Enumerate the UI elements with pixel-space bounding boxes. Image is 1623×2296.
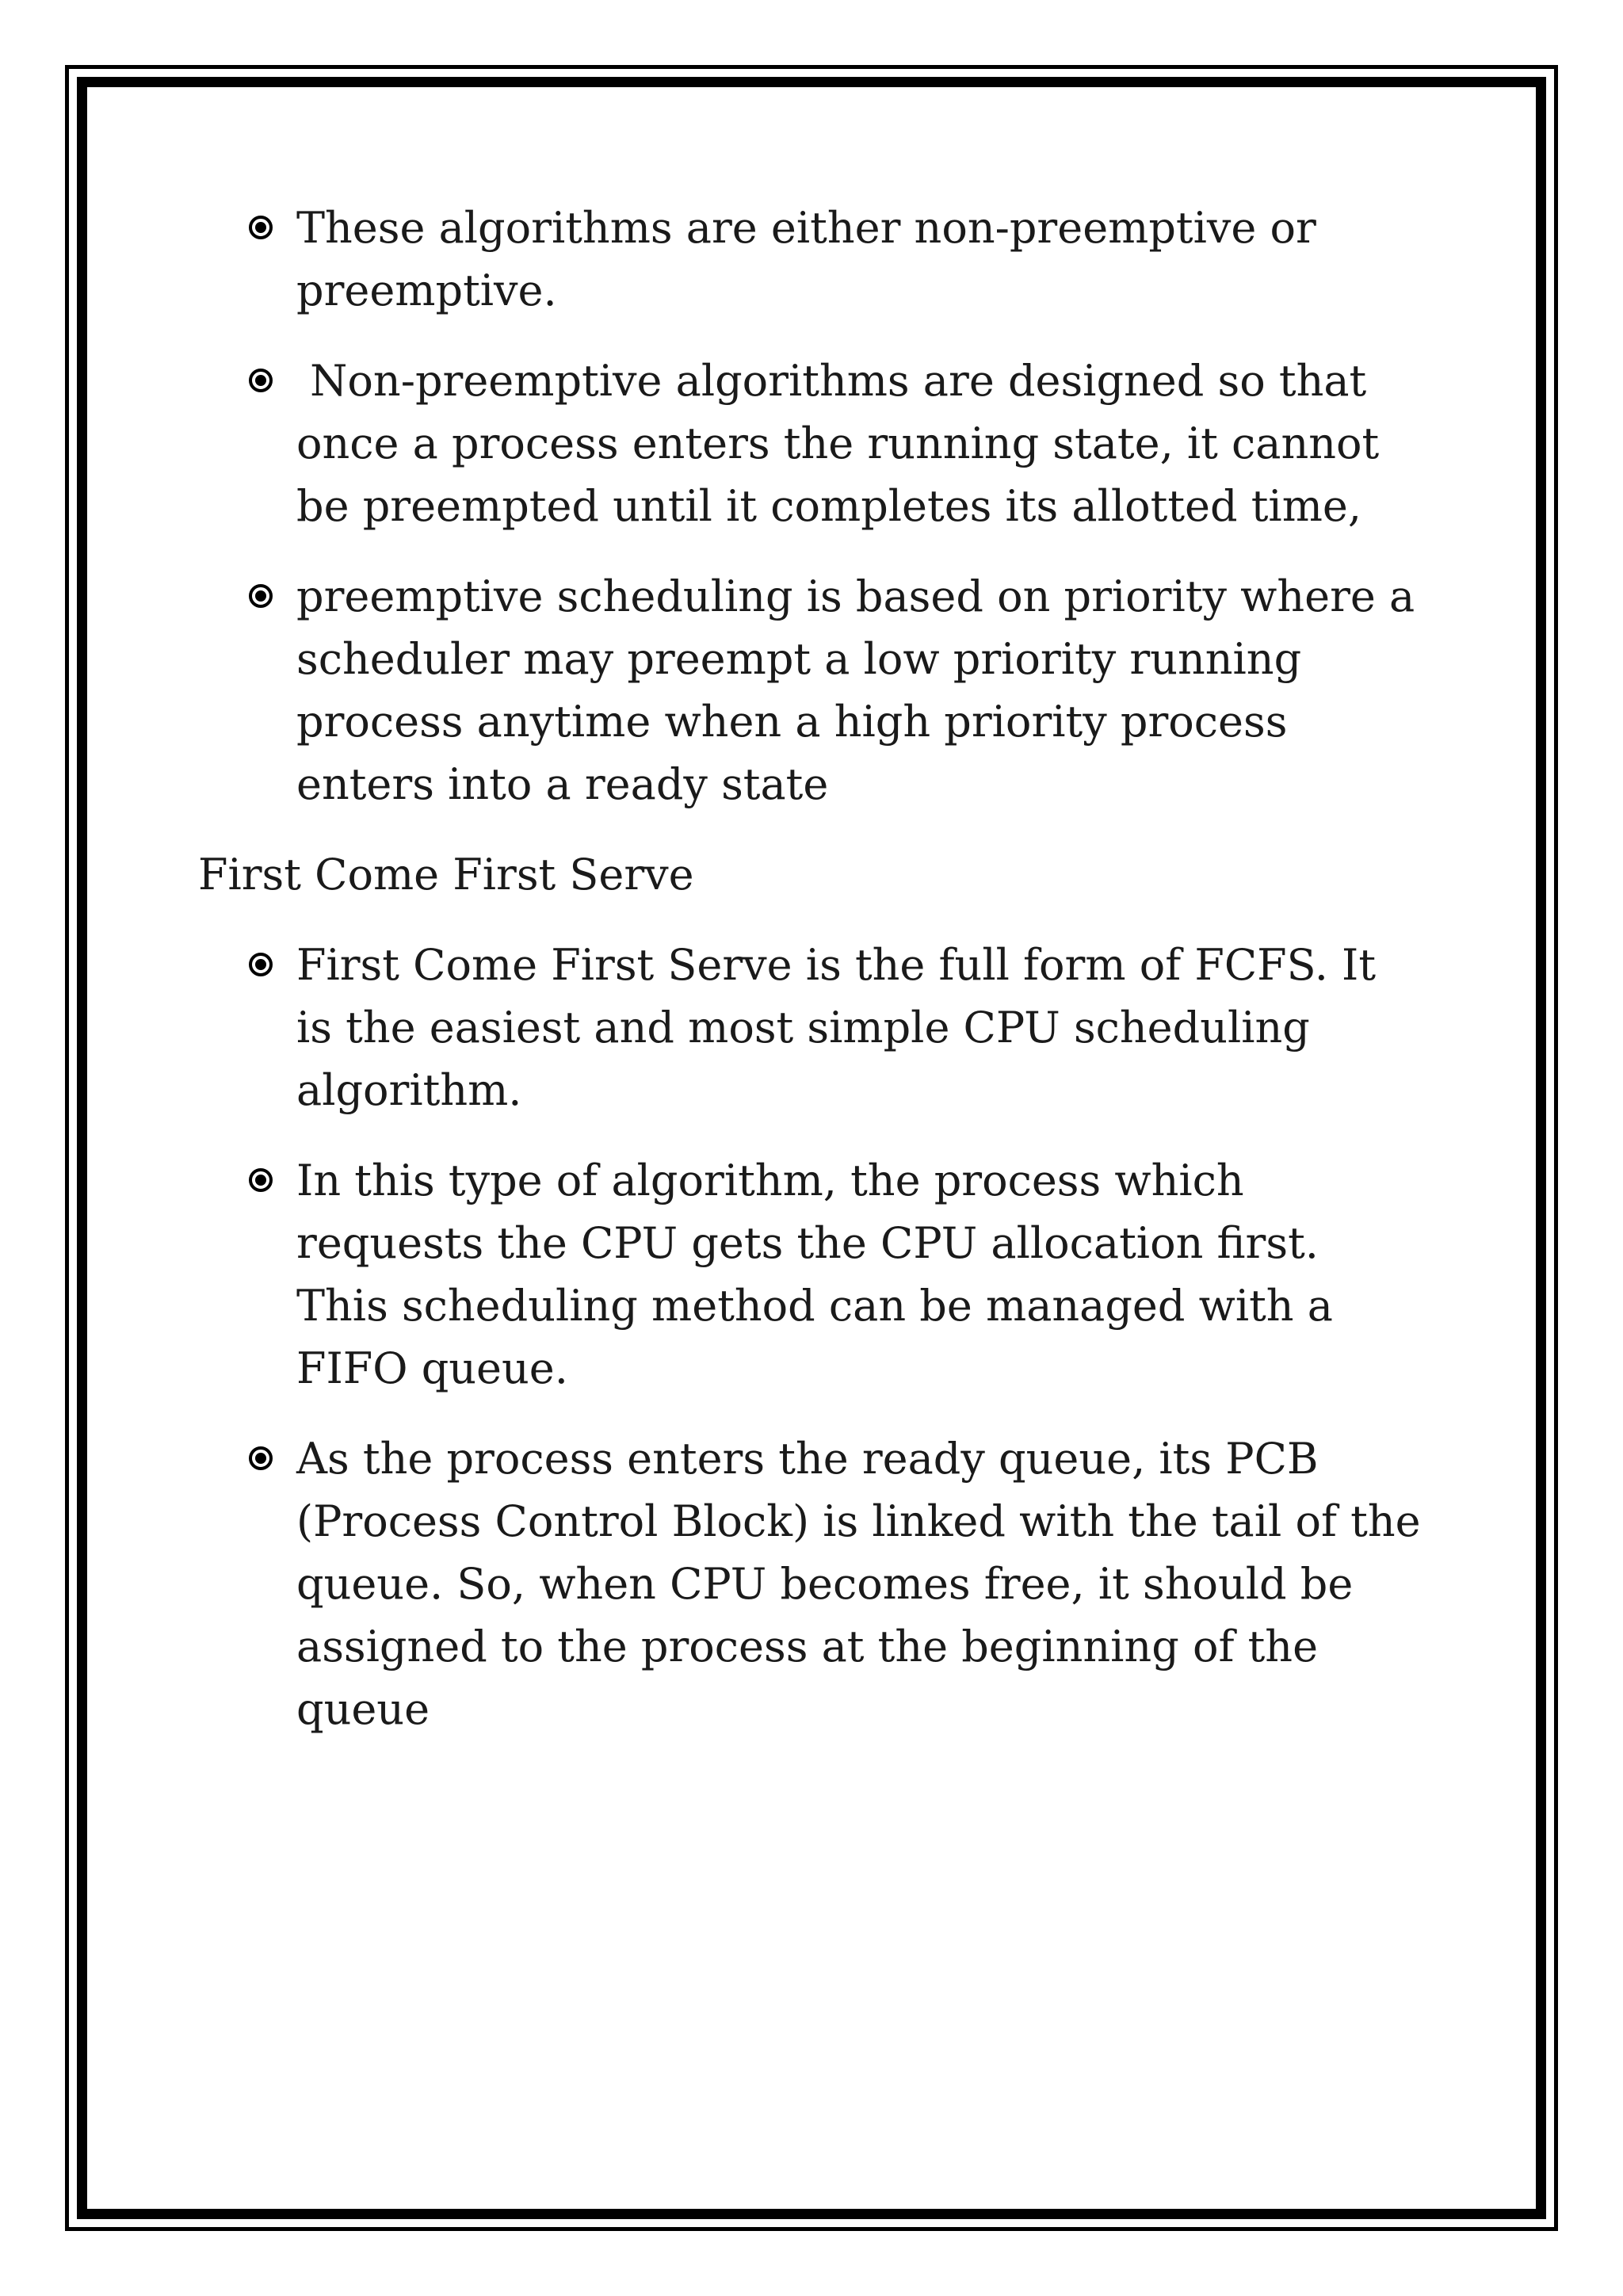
section-heading: First Come First Serve — [198, 850, 694, 900]
list-item — [296, 197, 1422, 322]
radio-bullet-icon — [249, 1446, 273, 1470]
list-item-text: These algorithms are either non-preemptive or preemptive. — [296, 203, 1316, 315]
list-item-text: Non-preemptive algorithms are designed so that once a process enters the running state, it cannot be preempted until it completes its allotted time, — [296, 356, 1393, 531]
radio-bullet-icon — [249, 369, 273, 392]
document-content — [198, 197, 1434, 1768]
list-item-text: In this type of algorithm, the process which requests the CPU gets the CPU allocation first. This scheduling method can be managed with a FIFO queue. — [296, 1156, 1333, 1393]
list-item — [296, 1427, 1422, 1740]
list-item-text: preemptive scheduling is based on priority where a scheduler may preempt a low priority running process anytime when a high priority process enters into a ready state — [296, 571, 1415, 809]
list-item-text: As the process enters the ready queue, its PCB (Process Control Block) is linked with the tail of the queue. So, when CPU becomes free, it should be assigned to the process at the beginning of the queue — [296, 1434, 1421, 1734]
radio-bullet-icon — [249, 216, 273, 239]
scheduling-types-list — [198, 197, 1434, 816]
list-item — [296, 1149, 1422, 1400]
fcfs-list — [198, 934, 1434, 1740]
radio-bullet-icon — [249, 584, 273, 608]
list-item — [296, 350, 1422, 537]
radio-bullet-icon — [249, 1168, 273, 1192]
list-item-text: First Come First Serve is the full form of FCFS. It is the easiest and most simple CPU scheduling algorithm. — [296, 940, 1377, 1115]
radio-bullet-icon — [249, 953, 273, 976]
list-item — [296, 565, 1422, 816]
list-item — [296, 934, 1422, 1121]
